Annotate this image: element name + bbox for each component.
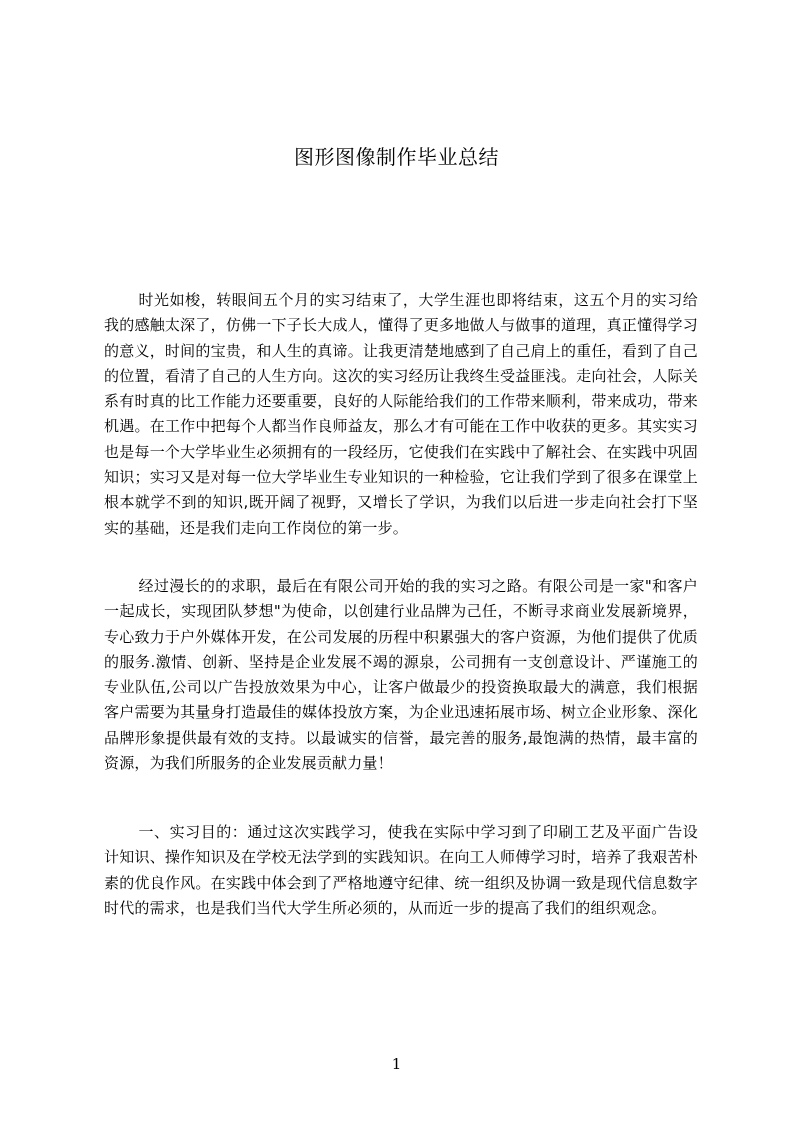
page-number: 1 (391, 1055, 402, 1073)
paragraph-reflection: 时光如梭，转眼间五个月的实习结束了，大学生涯也即将结束，这五个月的实习给我的感触太深了，仿佛一下子长大成人，懂得了更多地做人与做事的道理，真正懂得学习的意义，时间的宝贵，和人生的真谛。让我更清楚地感到了自己肩上的重任，看到了自己的位置，看清了自己的人生方向。这次的实习经历让我终生受益匪浅。走向社会，人际关系有时真的比工作能力还要重要，良好的人际能给我们的工作带来顺利，带来成功，带来机遇。在工作中把每个人都当作良师益友，那么才有可能在工作中收获的更多。其实实习也是每一个大学毕业生必须拥有的一段经历，它使我们在实践中了解社会、在实践中巩固知识；实习又是对每一位大学毕业生专业知识的一种检验，它让我们学到了很多在课堂上根本就学不到的知识,既开阔了视野，又增长了学识，为我们以后进一步走向社会打下坚实的基础，还是我们走向工作岗位的第一步。 (104, 291, 698, 537)
paragraph-company-intro: 经过漫长的的求职，最后在有限公司开始的我的实习之路。有限公司是一家"和客户一起成长，实现团队梦想"为使命，以创建行业品牌为己任，不断寻求商业发展新境界，专心致力于户外媒体开发，在公司发展的历程中积累强大的客户资源，为他们提供了优质的服务.激情、创新、坚持是企业发展不竭的源泉，公司拥有一支创意设计、严谨施工的专业队伍,公司以广告投放效果为中心，让客户做最少的投资换取最大的满意，我们根据客户需要为其量身打造最佳的媒体投放方案，为企业迅速拓展市场、树立企业形象、深化品牌形象提供最有效的支持。以最诚实的信誉，最完善的服务,最饱满的热情，最丰富的资源，为我们所服务的企业发展贡献力量！ (104, 577, 698, 773)
document-title: 图形图像制作毕业总结 (294, 145, 499, 169)
paragraph-internship-purpose: 一、实习目的：通过这次实践学习，使我在实际中学习到了印刷工艺及平面广告设计知识、操作知识及在学校无法学到的实践知识。在向工人师傅学习时，培养了我艰苦朴素的优良作风。在实践中体会到了严格地遵守纪律、统一组织及协调一致是现代信息数字时代的需求，也是我们当代大学生所必须的，从而近一步的提高了我们的组织观念。 (104, 823, 698, 917)
